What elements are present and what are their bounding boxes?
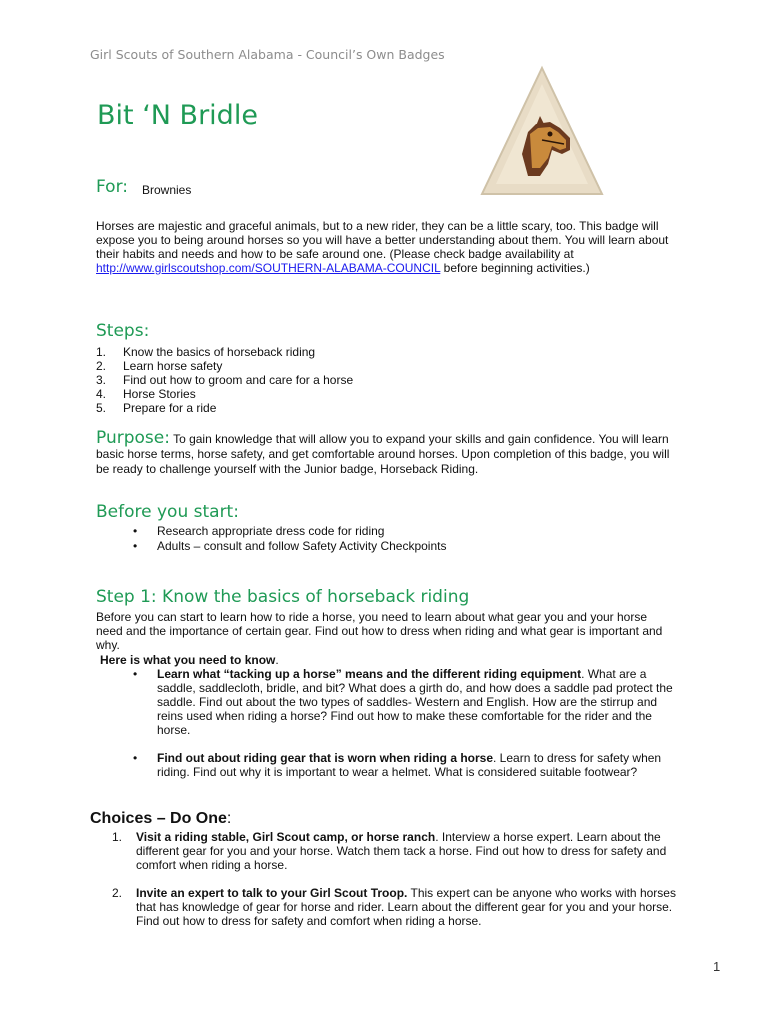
bullet-icon: • (133, 667, 138, 681)
page-number: 1 (713, 959, 721, 974)
bullet-icon: • (133, 539, 138, 553)
need-list (133, 667, 678, 793)
list-item (133, 751, 678, 779)
council-shop-link[interactable]: http://www.girlscoutshop.com/SOUTHERN-ALABAMA-COUNCIL (96, 261, 441, 275)
list-text: Adults – consult and follow Safety Activity Checkpoints (157, 539, 447, 553)
list-text: Horse Stories (123, 387, 196, 401)
need-heading: Here is what you need to know. (100, 653, 279, 667)
list-item (112, 886, 678, 928)
choices-list (112, 830, 678, 942)
list-number: 2. (112, 886, 123, 900)
list-number: 2. (96, 359, 107, 373)
list-item (96, 359, 353, 373)
list-number: 5. (96, 401, 107, 415)
list-number: 1. (112, 830, 123, 844)
purpose-heading: Purpose: (96, 428, 170, 448)
list-item (133, 667, 678, 737)
choices-heading: Choices – Do One: (90, 810, 232, 827)
list-number: 4. (96, 387, 107, 401)
list-item (96, 345, 353, 359)
bullet-icon: • (133, 524, 138, 538)
list-item (96, 387, 353, 401)
intro-paragraph (96, 219, 676, 275)
item-text: . Learn to dress for safety when riding. Find out why it is important to wear a helmet. What is considered suitable footwear? (157, 751, 662, 779)
purpose-paragraph (96, 428, 676, 477)
for-label: For: (96, 177, 128, 197)
bullet-icon: • (133, 751, 138, 765)
item-bold: Learn what “tacking up a horse” means and the different riding equipment (157, 667, 582, 681)
purpose-text: To gain knowledge that will allow you to expand your skills and gain confidence. You will learn basic horse terms, horse safety, and get comfortable around horses. Upon completion of this badge, you will be ready to challenge yourself with the Junior badge, Horseback Riding. (96, 432, 670, 476)
list-item (96, 401, 353, 415)
steps-heading: Steps: (96, 321, 150, 341)
list-item (96, 373, 353, 387)
list-item (112, 830, 678, 872)
intro-text: Horses are majestic and graceful animals, but to a new rider, they can be a little scary, too. This badge will expose you to being around horses so you will have a better understanding about them. You will learn about their habits and needs and how to be safe around one. (Please check badge availability at (96, 219, 669, 261)
step1-intro: Before you can start to learn how to ride a horse, you need to learn about what gear you and your horse need and the importance of certain gear. Find out how to dress when riding and what gear is important and why. (96, 610, 663, 652)
item-bold: Invite an expert to talk to your Girl Scout Troop. (136, 886, 408, 900)
list-text: Learn horse safety (123, 359, 223, 373)
item-text: . What are a saddle, saddlecloth, bridle, and bit? What does a girth do, and how does a saddle pad protect the saddle. Find out about the two types of saddles- Western and English. How are the stirrup and reins used when riding a horse? Find out how to make these comfortable for the rider and the horse. (157, 667, 673, 737)
list-text: Prepare for a ride (123, 401, 217, 415)
list-text: Research appropriate dress code for riding (157, 524, 385, 538)
list-text: Find out how to groom and care for a horse (123, 373, 354, 387)
item-bold: Find out about riding gear that is worn when riding a horse (157, 751, 494, 765)
list-item (133, 539, 446, 554)
for-value: Brownies (142, 183, 192, 197)
intro-after: before beginning activities.) (440, 261, 590, 275)
list-number: 3. (96, 373, 107, 387)
before-heading: Before you start: (96, 502, 239, 522)
need-heading-text: Here is what you need to know (100, 653, 276, 667)
item-text: This expert can be anyone who works with horses that has knowledge of gear for horse and rider. Learn about the different gear for you and your horse. Find out how to dress for safety and comfort when riding a horse. (136, 886, 676, 928)
choices-heading-text: Choices – Do One (90, 810, 227, 827)
badge-image (478, 64, 606, 200)
list-item (133, 524, 446, 539)
item-text: . Interview a horse expert. Learn about the different gear for you and your horse. Watch them tack a horse. Find out how to dress for safety and comfort when riding a horse. (136, 830, 667, 872)
steps-list (96, 345, 353, 415)
page-title: Bit ‘N Bridle (97, 100, 258, 131)
step1-heading: Step 1: Know the basics of horseback riding (96, 587, 470, 607)
list-number: 1. (96, 345, 107, 359)
item-bold: Visit a riding stable, Girl Scout camp, or horse ranch (136, 830, 436, 844)
before-list (133, 524, 446, 554)
page-header: Girl Scouts of Southern Alabama - Council’s Own Badges (90, 47, 445, 62)
list-text: Know the basics of horseback riding (123, 345, 316, 359)
